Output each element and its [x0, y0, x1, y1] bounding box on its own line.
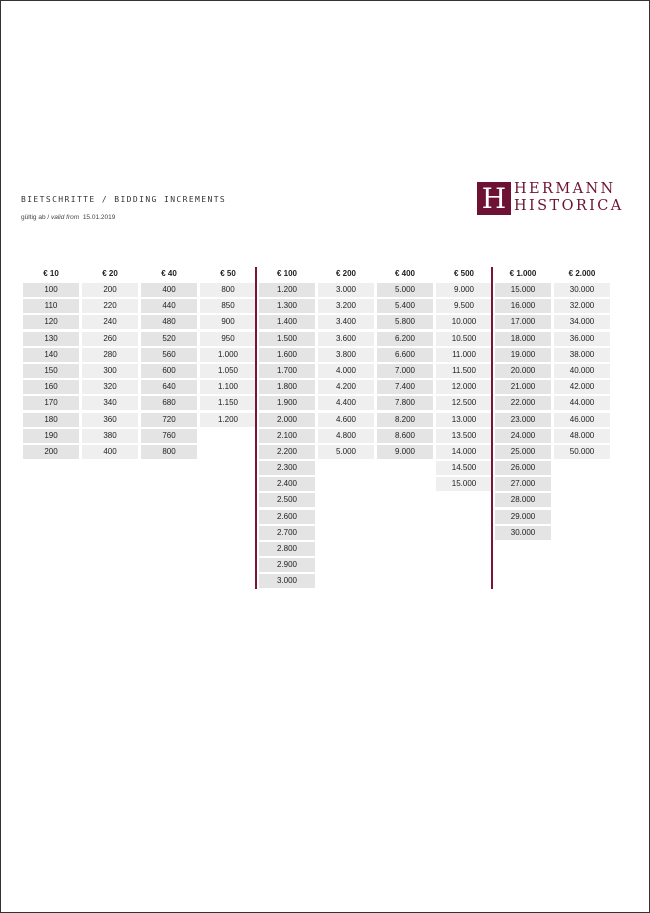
table-cell: 170	[23, 396, 79, 410]
table-cell: 800	[141, 445, 197, 459]
table-cell: 2.500	[259, 493, 315, 507]
table-cell: 850	[200, 299, 256, 313]
column-header: € 50	[220, 269, 236, 278]
logo-initial: H	[481, 182, 507, 215]
table-cell: 950	[200, 332, 256, 346]
table-cell: 560	[141, 348, 197, 362]
table-cell: 180	[23, 413, 79, 427]
table-cell: 4.800	[318, 429, 374, 443]
table-column	[259, 267, 315, 591]
column-header: € 40	[161, 269, 177, 278]
table-cell: 3.000	[318, 283, 374, 297]
table-cell: 9.500	[436, 299, 492, 313]
table-cell: 38.000	[554, 348, 610, 362]
table-cell: 3.400	[318, 315, 374, 329]
column-divider	[255, 267, 257, 589]
table-cell: 800	[200, 283, 256, 297]
table-cell: 640	[141, 380, 197, 394]
table-cell: 29.000	[495, 510, 551, 524]
table-cell: 14.500	[436, 461, 492, 475]
table-cell: 200	[23, 445, 79, 459]
document-title: BIETSCHRITTE / BIDDING INCREMENTS	[21, 195, 227, 204]
table-cell: 440	[141, 299, 197, 313]
table-cell: 360	[82, 413, 138, 427]
table-cell: 34.000	[554, 315, 610, 329]
table-cell: 1.000	[200, 348, 256, 362]
validity-date: 15.01.2019	[82, 214, 116, 221]
table-cell: 900	[200, 315, 256, 329]
table-cell: 300	[82, 364, 138, 378]
table-cell: 13.000	[436, 413, 492, 427]
table-cell: 20.000	[495, 364, 551, 378]
table-cell: 1.700	[259, 364, 315, 378]
table-cell: 46.000	[554, 413, 610, 427]
table-cell: 1.600	[259, 348, 315, 362]
validity-prefix: gültig ab /	[21, 214, 50, 221]
table-cell: 5.000	[377, 283, 433, 297]
table-cell: 320	[82, 380, 138, 394]
table-cell: 2.800	[259, 542, 315, 556]
column-header: € 100	[276, 269, 298, 278]
table-column	[554, 267, 610, 591]
validity-note	[21, 214, 115, 221]
table-cell: 9.000	[377, 445, 433, 459]
table-cell: 720	[141, 413, 197, 427]
column-header: € 500	[453, 269, 475, 278]
table-cell: 12.000	[436, 380, 492, 394]
table-column	[200, 267, 256, 591]
column-header: € 400	[394, 269, 416, 278]
table-cell: 2.100	[259, 429, 315, 443]
table-cell: 24.000	[495, 429, 551, 443]
table-column	[318, 267, 374, 591]
table-cell: 340	[82, 396, 138, 410]
table-cell: 4.200	[318, 380, 374, 394]
table-cell: 520	[141, 332, 197, 346]
table-cell: 4.400	[318, 396, 374, 410]
table-cell: 4.600	[318, 413, 374, 427]
table-cell: 1.800	[259, 380, 315, 394]
table-cell: 3.200	[318, 299, 374, 313]
table-cell: 3.800	[318, 348, 374, 362]
table-cell: 240	[82, 315, 138, 329]
table-cell: 110	[23, 299, 79, 313]
table-cell: 1.400	[259, 315, 315, 329]
table-cell: 8.600	[377, 429, 433, 443]
table-cell: 140	[23, 348, 79, 362]
table-cell: 680	[141, 396, 197, 410]
table-column	[141, 267, 197, 591]
table-cell: 40.000	[554, 364, 610, 378]
table-cell: 9.000	[436, 283, 492, 297]
table-cell: 48.000	[554, 429, 610, 443]
table-cell: 19.000	[495, 348, 551, 362]
table-cell: 2.300	[259, 461, 315, 475]
logo-monogram	[477, 182, 511, 215]
table-cell: 50.000	[554, 445, 610, 459]
table-cell: 2.400	[259, 477, 315, 491]
table-cell: 32.000	[554, 299, 610, 313]
table-cell: 11.500	[436, 364, 492, 378]
table-cell: 1.300	[259, 299, 315, 313]
table-cell: 1.900	[259, 396, 315, 410]
table-cell: 25.000	[495, 445, 551, 459]
logo-line-2: HISTORICA	[514, 198, 624, 214]
table-cell: 3.600	[318, 332, 374, 346]
table-cell: 11.000	[436, 348, 492, 362]
table-cell: 28.000	[495, 493, 551, 507]
column-divider	[491, 267, 493, 589]
validity-italic: valid from	[51, 214, 80, 221]
table-column	[495, 267, 551, 591]
table-cell: 2.600	[259, 510, 315, 524]
table-cell: 2.900	[259, 558, 315, 572]
table-column	[377, 267, 433, 591]
table-cell: 18.000	[495, 332, 551, 346]
table-cell: 190	[23, 429, 79, 443]
table-cell: 6.600	[377, 348, 433, 362]
table-cell: 5.800	[377, 315, 433, 329]
table-cell: 14.000	[436, 445, 492, 459]
table-cell: 2.200	[259, 445, 315, 459]
table-cell: 8.200	[377, 413, 433, 427]
hermann-historica-logo	[477, 182, 643, 216]
table-cell: 44.000	[554, 396, 610, 410]
table-cell: 130	[23, 332, 79, 346]
table-cell: 27.000	[495, 477, 551, 491]
table-cell: 10.500	[436, 332, 492, 346]
table-cell: 150	[23, 364, 79, 378]
table-cell: 16.000	[495, 299, 551, 313]
table-cell: 36.000	[554, 332, 610, 346]
table-cell: 120	[23, 315, 79, 329]
table-cell: 4.000	[318, 364, 374, 378]
table-cell: 7.000	[377, 364, 433, 378]
table-cell: 26.000	[495, 461, 551, 475]
table-cell: 30.000	[554, 283, 610, 297]
table-cell: 760	[141, 429, 197, 443]
table-cell: 1.200	[200, 413, 256, 427]
table-cell: 13.500	[436, 429, 492, 443]
table-cell: 1.100	[200, 380, 256, 394]
table-cell: 7.400	[377, 380, 433, 394]
table-cell: 160	[23, 380, 79, 394]
table-cell: 21.000	[495, 380, 551, 394]
table-cell: 1.500	[259, 332, 315, 346]
table-cell: 1.050	[200, 364, 256, 378]
table-cell: 380	[82, 429, 138, 443]
table-cell: 1.150	[200, 396, 256, 410]
table-cell: 17.000	[495, 315, 551, 329]
table-cell: 600	[141, 364, 197, 378]
table-cell: 5.000	[318, 445, 374, 459]
column-header: € 2.000	[568, 269, 596, 278]
table-column	[436, 267, 492, 591]
column-header: € 1.000	[509, 269, 537, 278]
table-cell: 260	[82, 332, 138, 346]
table-cell: 15.000	[436, 477, 492, 491]
table-cell: 1.200	[259, 283, 315, 297]
increments-table	[23, 267, 613, 591]
table-column	[23, 267, 79, 591]
table-cell: 42.000	[554, 380, 610, 394]
column-header: € 10	[43, 269, 59, 278]
table-cell: 2.700	[259, 526, 315, 540]
logo-line-1: HERMANN	[514, 181, 616, 197]
table-cell: 6.200	[377, 332, 433, 346]
table-cell: 3.000	[259, 574, 315, 588]
table-cell: 22.000	[495, 396, 551, 410]
table-cell: 12.500	[436, 396, 492, 410]
table-cell: 480	[141, 315, 197, 329]
table-cell: 400	[82, 445, 138, 459]
table-cell: 5.400	[377, 299, 433, 313]
table-cell: 10.000	[436, 315, 492, 329]
table-cell: 23.000	[495, 413, 551, 427]
table-cell: 220	[82, 299, 138, 313]
table-cell: 100	[23, 283, 79, 297]
table-cell: 15.000	[495, 283, 551, 297]
column-header: € 200	[335, 269, 357, 278]
table-column	[82, 267, 138, 591]
table-cell: 200	[82, 283, 138, 297]
table-cell: 2.000	[259, 413, 315, 427]
table-cell: 400	[141, 283, 197, 297]
table-cell: 30.000	[495, 526, 551, 540]
column-header: € 20	[102, 269, 118, 278]
table-cell: 280	[82, 348, 138, 362]
table-cell: 7.800	[377, 396, 433, 410]
